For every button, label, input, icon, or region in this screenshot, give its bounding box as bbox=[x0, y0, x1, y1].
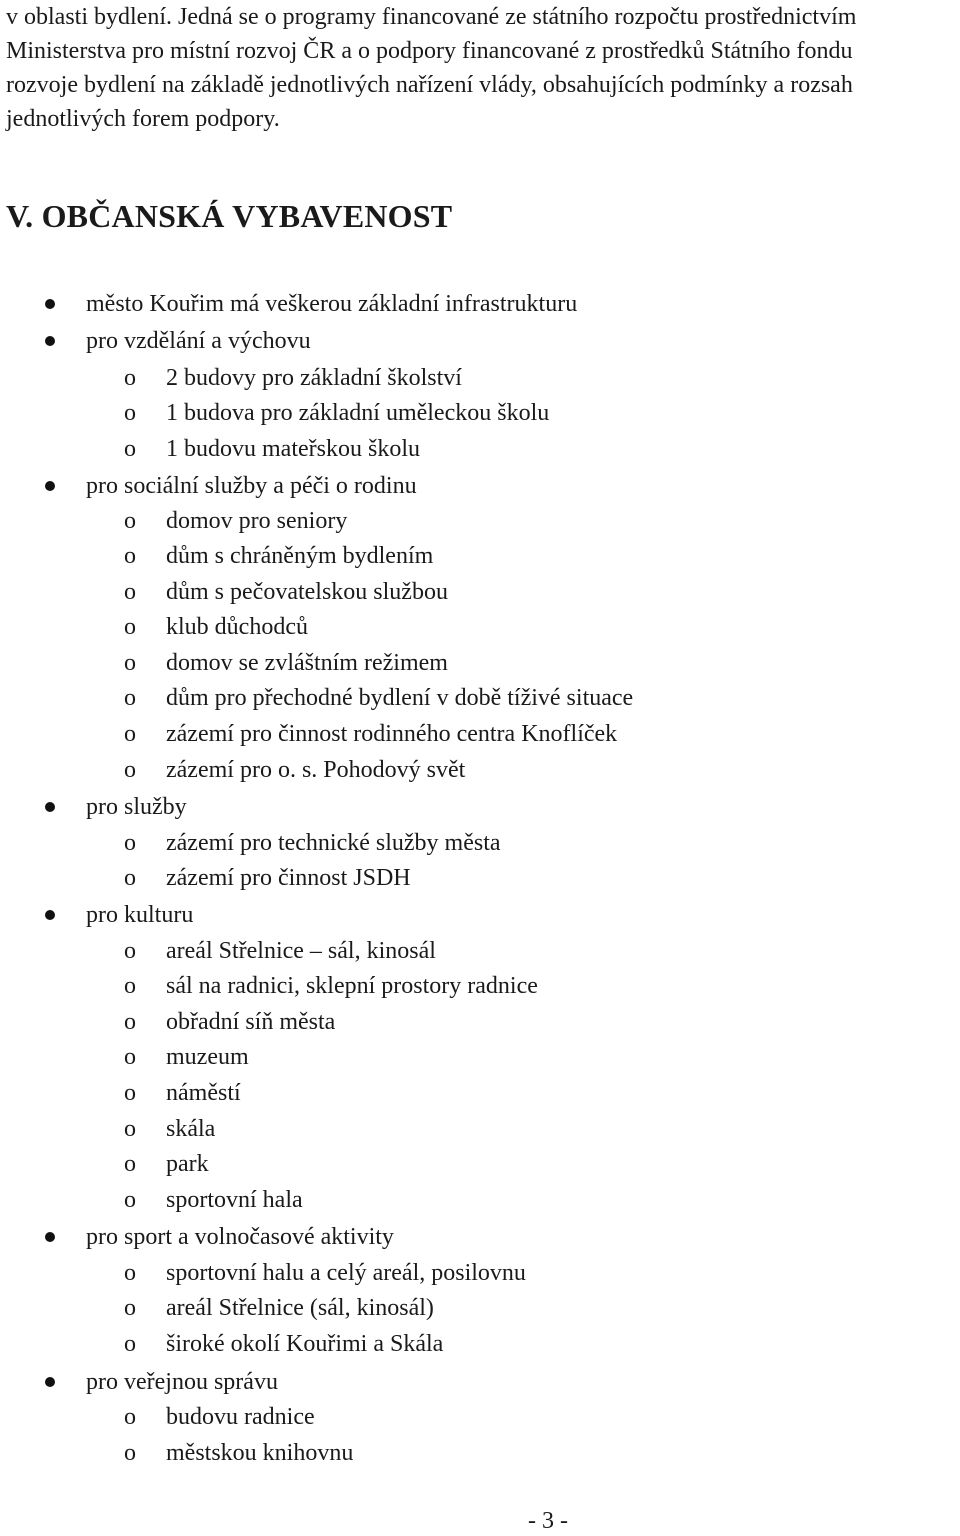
sub-list-item bbox=[0, 504, 960, 538]
list-item bbox=[0, 898, 960, 932]
sub-bullet-marker: o bbox=[124, 1080, 136, 1106]
sub-list-item bbox=[0, 717, 960, 751]
sub-bullet-marker: o bbox=[124, 938, 136, 964]
bullet-icon bbox=[45, 1232, 55, 1242]
sub-bullet-marker: o bbox=[124, 721, 136, 747]
list-item-text: budovu radnice bbox=[166, 1404, 315, 1430]
sub-list-item bbox=[0, 1183, 960, 1217]
list-item-text: zázemí pro technické služby města bbox=[166, 830, 501, 856]
sub-list-item bbox=[0, 396, 960, 430]
sub-bullet-marker: o bbox=[124, 508, 136, 534]
intro-line: rozvoje bydlení na základě jednotlivých nařízení vlády, obsahujících podmínky a rozsah bbox=[6, 72, 853, 98]
list-item-text: náměstí bbox=[166, 1080, 241, 1106]
sub-bullet-marker: o bbox=[124, 1260, 136, 1286]
list-item-text: areál Střelnice (sál, kinosál) bbox=[166, 1295, 434, 1321]
intro-line: jednotlivých forem podpory. bbox=[6, 106, 280, 132]
sub-list-item bbox=[0, 1291, 960, 1325]
sub-bullet-marker: o bbox=[124, 365, 136, 391]
list-item bbox=[0, 1220, 960, 1254]
list-item bbox=[0, 324, 960, 358]
sub-bullet-marker: o bbox=[124, 1187, 136, 1213]
sub-list-item bbox=[0, 1076, 960, 1110]
bullet-icon bbox=[45, 802, 55, 812]
list-item-text: zázemí pro činnost rodinného centra Knoflíček bbox=[166, 721, 618, 747]
list-item bbox=[0, 790, 960, 824]
sub-list-item bbox=[0, 1327, 960, 1361]
sub-bullet-marker: o bbox=[124, 973, 136, 999]
sub-list-item bbox=[0, 753, 960, 787]
list-item-text: muzeum bbox=[166, 1044, 249, 1070]
sub-bullet-marker: o bbox=[124, 436, 136, 462]
sub-list-item bbox=[0, 1256, 960, 1290]
list-item-text: 2 budovy pro základní školství bbox=[166, 365, 462, 391]
sub-bullet-marker: o bbox=[124, 1044, 136, 1070]
sub-list-item bbox=[0, 610, 960, 644]
list-item-text: široké okolí Kouřimi a Skála bbox=[166, 1331, 444, 1357]
list-item-text: areál Střelnice – sál, kinosál bbox=[166, 938, 436, 964]
sub-bullet-marker: o bbox=[124, 1404, 136, 1430]
sub-bullet-marker: o bbox=[124, 543, 136, 569]
intro-paragraph bbox=[6, 0, 956, 136]
list-item-text: zázemí pro činnost JSDH bbox=[166, 865, 411, 891]
sub-list-item bbox=[0, 1040, 960, 1074]
sub-list-item bbox=[0, 826, 960, 860]
list-item-text: domov se zvláštním režimem bbox=[166, 650, 448, 676]
section-title: V. OBČANSKÁ VYBAVENOST bbox=[6, 198, 453, 234]
list-item-text: park bbox=[166, 1151, 209, 1177]
list-item-text: zázemí pro o. s. Pohodový svět bbox=[166, 757, 466, 783]
sub-list-item bbox=[0, 1400, 960, 1434]
list-item bbox=[0, 287, 960, 321]
sub-list-item bbox=[0, 646, 960, 680]
sub-list-item bbox=[0, 361, 960, 395]
list-item-text: dům s pečovatelskou službou bbox=[166, 579, 448, 605]
sub-bullet-marker: o bbox=[124, 400, 136, 426]
list-item-text: pro sport a volnočasové aktivity bbox=[86, 1224, 394, 1250]
list-item-text: domov pro seniory bbox=[166, 508, 348, 534]
sub-bullet-marker: o bbox=[124, 579, 136, 605]
list-item bbox=[0, 469, 960, 503]
sub-bullet-marker: o bbox=[124, 1009, 136, 1035]
list-item-text: sportovní halu a celý areál, posilovnu bbox=[166, 1260, 526, 1286]
list-item-text: pro veřejnou správu bbox=[86, 1369, 278, 1395]
list-item-text: klub důchodců bbox=[166, 614, 308, 640]
list-item-text: dům pro přechodné bydlení v době tíživé situace bbox=[166, 685, 634, 711]
sub-bullet-marker: o bbox=[124, 614, 136, 640]
sub-list-item bbox=[0, 969, 960, 1003]
list-item-text: pro sociální služby a péči o rodinu bbox=[86, 473, 417, 499]
list-item-text: 1 budovu mateřskou školu bbox=[166, 436, 420, 462]
sub-list-item bbox=[0, 1112, 960, 1146]
sub-bullet-marker: o bbox=[124, 1295, 136, 1321]
list-item-text: 1 budova pro základní uměleckou školu bbox=[166, 400, 550, 426]
bullet-icon bbox=[45, 910, 55, 920]
bullet-icon bbox=[45, 481, 55, 491]
sub-bullet-marker: o bbox=[124, 1440, 136, 1466]
list-item-text: městskou knihovnu bbox=[166, 1440, 354, 1466]
sub-list-item bbox=[0, 1436, 960, 1470]
sub-bullet-marker: o bbox=[124, 685, 136, 711]
sub-list-item bbox=[0, 934, 960, 968]
sub-bullet-marker: o bbox=[124, 1116, 136, 1142]
sub-list-item bbox=[0, 1147, 960, 1181]
list-item-text: sál na radnici, sklepní prostory radnice bbox=[166, 973, 538, 999]
list-item-text: sportovní hala bbox=[166, 1187, 303, 1213]
page-number: - 3 - bbox=[528, 1508, 568, 1534]
intro-line: Ministerstva pro místní rozvoj ČR a o podpory financované z prostředků Státního fondu bbox=[6, 38, 853, 64]
sub-bullet-marker: o bbox=[124, 830, 136, 856]
sub-list-item bbox=[0, 1005, 960, 1039]
sub-bullet-marker: o bbox=[124, 865, 136, 891]
list-item-text: město Kouřim má veškerou základní infrastrukturu bbox=[86, 291, 578, 317]
bullet-icon bbox=[45, 299, 55, 309]
list-item-text: pro vzdělání a výchovu bbox=[86, 328, 311, 354]
sub-list-item bbox=[0, 681, 960, 715]
list-item-text: pro kulturu bbox=[86, 902, 194, 928]
sub-bullet-marker: o bbox=[124, 1331, 136, 1357]
sub-bullet-marker: o bbox=[124, 757, 136, 783]
sub-list-item bbox=[0, 432, 960, 466]
bullet-icon bbox=[45, 1377, 55, 1387]
sub-bullet-marker: o bbox=[124, 650, 136, 676]
list-item-text: pro služby bbox=[86, 794, 187, 820]
bullet-icon bbox=[45, 336, 55, 346]
list-item-text: dům s chráněným bydlením bbox=[166, 543, 434, 569]
sub-list-item bbox=[0, 575, 960, 609]
sub-list-item bbox=[0, 539, 960, 573]
list-item bbox=[0, 1365, 960, 1399]
intro-line: v oblasti bydlení. Jedná se o programy financované ze státního rozpočtu prostřednictvím bbox=[6, 4, 857, 30]
list-item-text: obřadní síň města bbox=[166, 1009, 336, 1035]
list-item-text: skála bbox=[166, 1116, 216, 1142]
sub-bullet-marker: o bbox=[124, 1151, 136, 1177]
sub-list-item bbox=[0, 861, 960, 895]
